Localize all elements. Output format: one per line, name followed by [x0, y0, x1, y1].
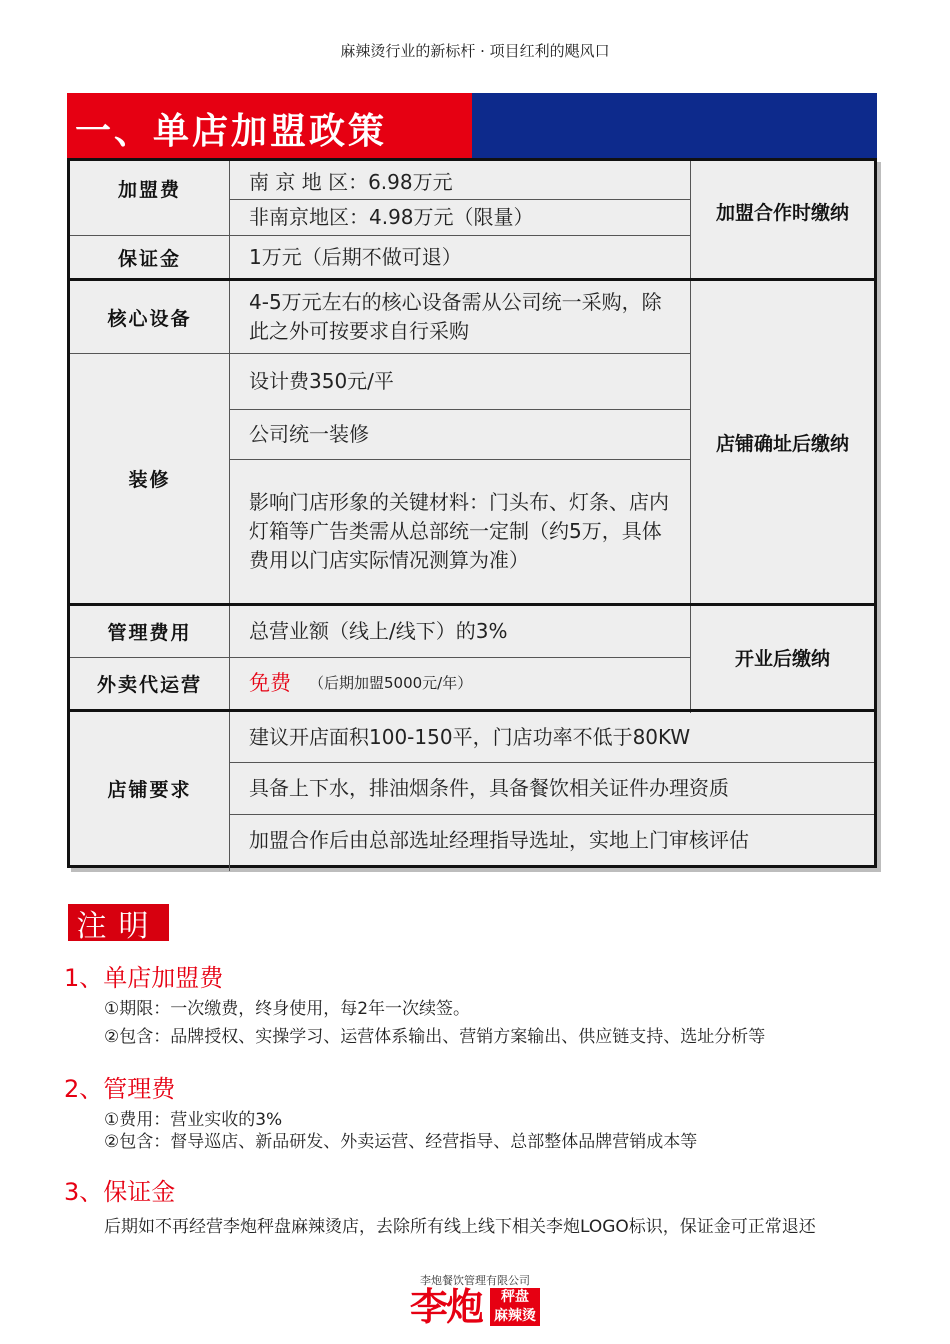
note-line: ②包含：督导巡店、新品研发、外卖运营、经营指导、总部整体品牌营销成本等: [104, 1132, 698, 1152]
note-heading: 3、保证金: [64, 1178, 176, 1206]
notes-tag: 注明: [68, 904, 169, 941]
equipment-label: 核心设备: [107, 307, 192, 330]
store-req-item: 具备上下水，排油烟条件，具备餐饮相关证件办理资质: [249, 776, 729, 800]
management-label: 管理费用: [107, 622, 192, 644]
logo-sub-box: [490, 1288, 540, 1326]
note-heading: 1、单店加盟费: [64, 964, 224, 992]
logo-sub-line: 秤盘: [501, 1289, 529, 1305]
brand-logo: [410, 1284, 542, 1330]
equipment-value: 4-5万元左右的核心设备需从公司统一采购，除此之外可按要求自行采购: [249, 290, 662, 343]
franchise-fee-other: 非南京地区：4.98万元（限量）: [249, 205, 534, 229]
note-line: 后期如不再经营李炮秤盘麻辣烫店，去除所有线上线下相关李炮LOGO标识，保证金可正常退还: [104, 1217, 816, 1237]
title-blue-block: [472, 93, 877, 158]
delivery-note: （后期加盟5000元/年）: [309, 674, 473, 692]
pay-on-signing: 加盟合作时缴纳: [715, 201, 849, 224]
decoration-item: 影响门店形象的关键材料：门头布、灯条、店内灯箱等广告类需从总部统一定制（约5万，具体费用以门店实际情况测算为准）: [249, 490, 669, 572]
store-req-label: 店铺要求: [107, 779, 192, 801]
store-req-item: 建议开店面积100-150平，门店功率不低于80KW: [249, 724, 691, 749]
franchise-fee-label: 加盟费: [117, 179, 181, 201]
policy-table: [67, 158, 877, 868]
franchise-fee-nanjing: 南 京 地 区：6.98万元: [249, 169, 453, 194]
deposit-label: 保证金: [117, 247, 181, 270]
decoration-item: 设计费350元/平: [249, 369, 394, 393]
decoration-item: 公司统一装修: [249, 422, 369, 446]
section-title-bar: [67, 93, 877, 158]
logo-sub-line: 麻辣烫: [494, 1308, 536, 1324]
footer-company: 李炮餐饮管理有限公司: [420, 1274, 530, 1287]
delivery-free: 免费: [249, 671, 291, 695]
deposit-value: 1万元（后期不做可退）: [249, 244, 462, 269]
note-heading: 2、管理费: [64, 1075, 176, 1103]
logo-main-text: 李炮: [410, 1285, 483, 1329]
note-line: ①费用：营业实收的3%: [104, 1110, 283, 1130]
header-tagline: 麻辣烫行业的新标杆 · 项目红利的飓风口: [340, 42, 610, 60]
management-value: 总营业额（线上/线下）的3%: [249, 619, 508, 643]
delivery-value: [230, 658, 690, 709]
section-title: 一、单店加盟政策: [75, 111, 388, 152]
pay-after-site: 店铺确址后缴纳: [715, 432, 849, 455]
store-req-item: 加盟合作后由总部选址经理指导选址，实地上门审核评估: [249, 827, 749, 852]
note-line: ②包含：品牌授权、实操学习、运营体系输出、营销方案输出、供应链支持、选址分析等: [104, 1027, 766, 1047]
decoration-label: 装修: [128, 469, 171, 491]
pay-after-opening: 开业后缴纳: [734, 648, 830, 670]
note-line: ①期限：一次缴费，终身使用，每2年一次续签。: [104, 999, 471, 1019]
delivery-label: 外卖代运营: [96, 674, 202, 696]
